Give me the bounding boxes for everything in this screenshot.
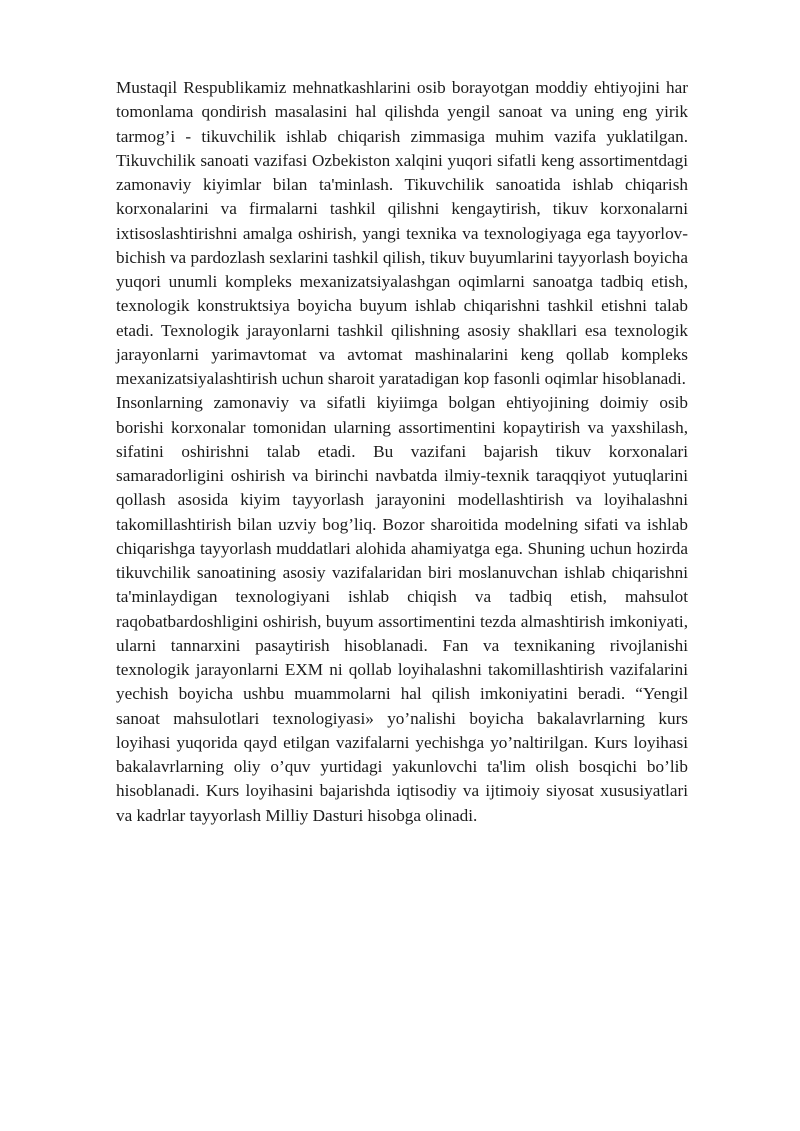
paragraph-main: Insonlarning zamonaviy va sifatli kiyiimga bolgan ehtiyojining doimiy osib borishi korxonalar tomonidan ularning assortimentini kopaytirish va yaxshilash, sifatini oshirishni talab etadi. Bu vazifani bajarish tikuv korxonalari samaradorligini oshirish va birinchi navbatda ilmiy-texnik taraqqiyot yutuqlarini qollash asosida kiyim tayyorlash jarayonini modellashtirish va loyihalashni takomillashtirish bilan uzviy bog’liq. Bozor sharoitida modelning sifati va ishlab chiqarishga tayyorlash muddatlari alohida ahamiyatga ega. Shuning uchun hozirda tikuvchilik sanoatining asosiy vazifalaridan biri moslanuvchan ishlab chiqarishni ta'minlaydigan texnologiyani ishlab chiqish va tadbiq etish, mahsulot raqobatbardoshligini oshirish, buyum assortimentini tezda almashtirish imkoniyati, ularni tannarxini pasaytirish hisoblanadi. Fan va texnikaning rivojlanishi texnologik jarayonlarni EXM ni qollab loyihalashni takomillashtirish vazifalarini yechish boyicha ushbu muammolarni hal qilish imkoniyatini beradi. “Yengil sanoat mahsulotlari texnologiyasi» yo’nalishi boyicha bakalavrlarning kurs loyihasi yuqorida qayd etilgan vazifalarni yechishga yo’naltirilgan. Kurs loyihasi bakalavrlarning oliy o’quv yurtidagi yakunlovchi ta'lim olish bosqichi bo’lib hisoblanadi. Kurs loyihasini bajarishda iqtisodiy va ijtimoiy siyosat xususiyatlari va kadrlar tayyorlash Milliy Dasturi hisobga olinadi.: [116, 393, 688, 825]
paragraph-intro: Mustaqil Respublikamiz mehnatkashlarini osib borayotgan moddiy ehtiyojini har tomonlama qondirish masalasini hal qilishda yengil sanoat va uning eng yirik tarmog’i - tikuvchilik ishlab chiqarish zimmasiga muhim vazifa yuklatilgan. Tikuvchilik sanoati vazifasi Ozbekiston xalqini yuqori sifatli keng assortimentdagi zamonaviy kiyimlar bilan ta'minlash. Tikuvchilik sanoatida ishlab chiqarish korxonalarini va firmalarni tashkil qilishni kengaytirish, tikuv korxonalarni ixtisoslashtirishni amalga oshirish, yangi texnika va texnologiyaga ega tayyorlov-bichish va pardozlash sexlarini tashkil qilish, tikuv buyumlarini tayyorlash boyicha yuqori unumli kompleks mexanizatsiyalashgan oqimlarni sanoatga tadbiq etish, texnologik konstruktsiya boyicha buyum ishlab chiqarishni tashkil etishni talab etadi. Texnologik jarayonlarni tashkil qilishning asosiy shakllari esa texnologik jarayonlarni yarimavtomat va avtomat mashinalarini keng qollab kompleks mexanizatsiyalashtirish uchun sharoit yaratadigan kop fasonli oqimlar hisoblanadi.: [116, 78, 688, 388]
document-body: [116, 76, 688, 828]
